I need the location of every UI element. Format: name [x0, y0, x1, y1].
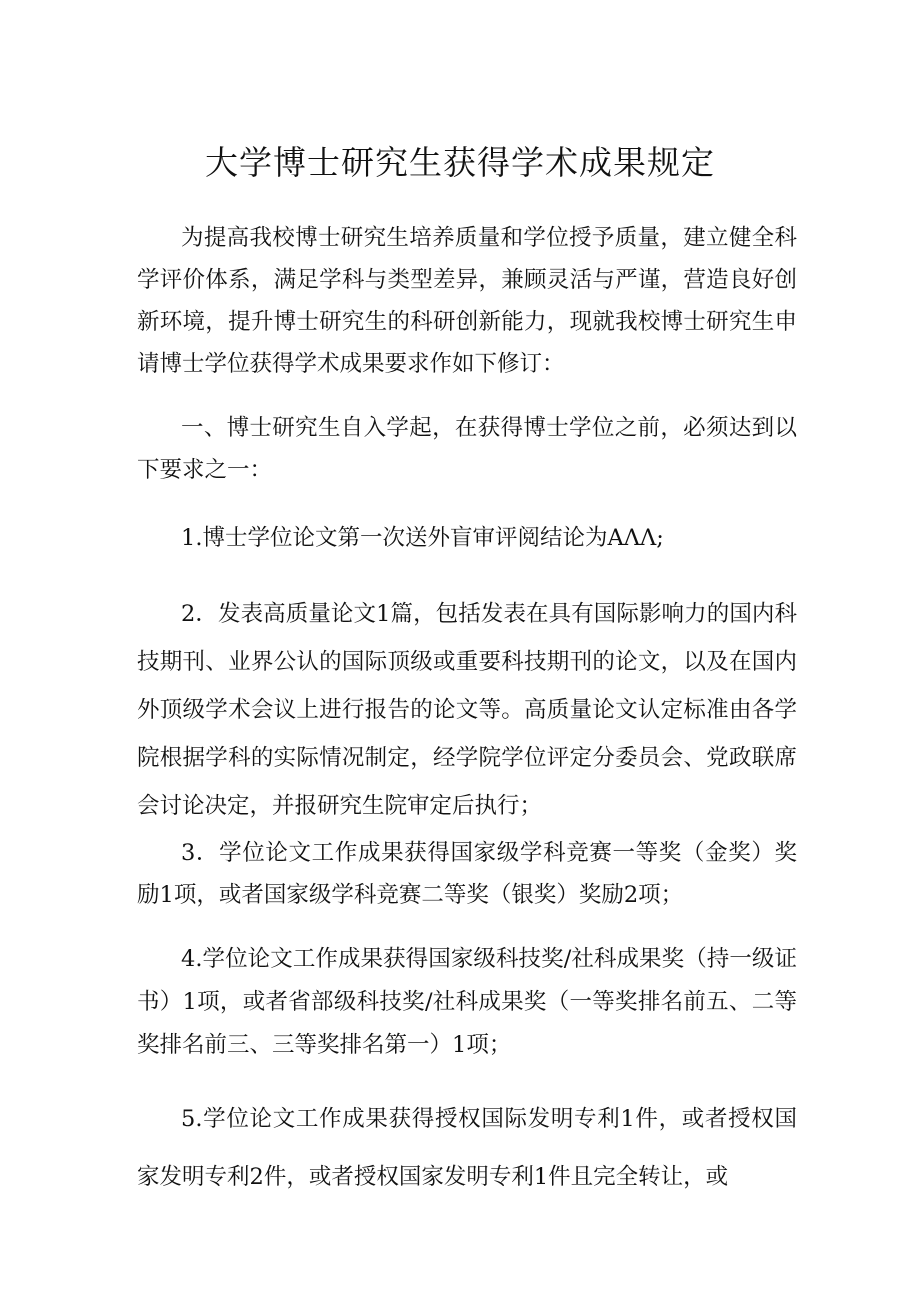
document-title: 大学博士研究生获得学术成果规定 — [205, 143, 715, 182]
requirement-item-3: 3．学位论文工作成果获得国家级学科竞赛一等奖（金奖）奖励1项，或者国家级学科竞赛二等奖（银奖）奖励2项； — [137, 840, 797, 908]
requirement-item-1: 1.博士学位论文第一次送外盲审评阅结论为AΛΛ; — [181, 525, 664, 551]
section-one-heading: 一、博士研究生自入学起，在获得博士学位之前，必须达到以下要求之一： — [137, 415, 797, 483]
requirement-item-4: 4.学位论文工作成果获得国家级科技奖/社科成果奖（持一级证书）1项，或者省部级科技奖/社科成果奖（一等奖排名前五、二等奖排名前三、三等奖排名第一）1项； — [137, 946, 797, 1058]
requirement-item-5: 5.学位论文工作成果获得授权国际发明专利1件，或者授权国家发明专利2件，或者授权国家发明专利1件且完全转让，或 — [137, 1106, 797, 1190]
intro-paragraph: 为提高我校博士研究生培养质量和学位授予质量，建立健全科学评价体系，满足学科与类型差异，兼顾灵活与严谨，营造良好创新环境，提升博士研究生的科研创新能力，现就我校博士研究生申请博士学位获得学术成果要求作如下修订： — [137, 225, 797, 377]
requirement-item-2: 2．发表高质量论文1篇，包括发表在具有国际影响力的国内科技期刊、业界公认的国际顶级或重要科技期刊的论文，以及在国内外顶级学术会议上进行报告的论文等。高质量论文认定标准由各学院根据学科的实际情况制定，经学院学位评定分委员会、党政联席会讨论决定，并报研究生院审定后执行； — [137, 601, 797, 819]
